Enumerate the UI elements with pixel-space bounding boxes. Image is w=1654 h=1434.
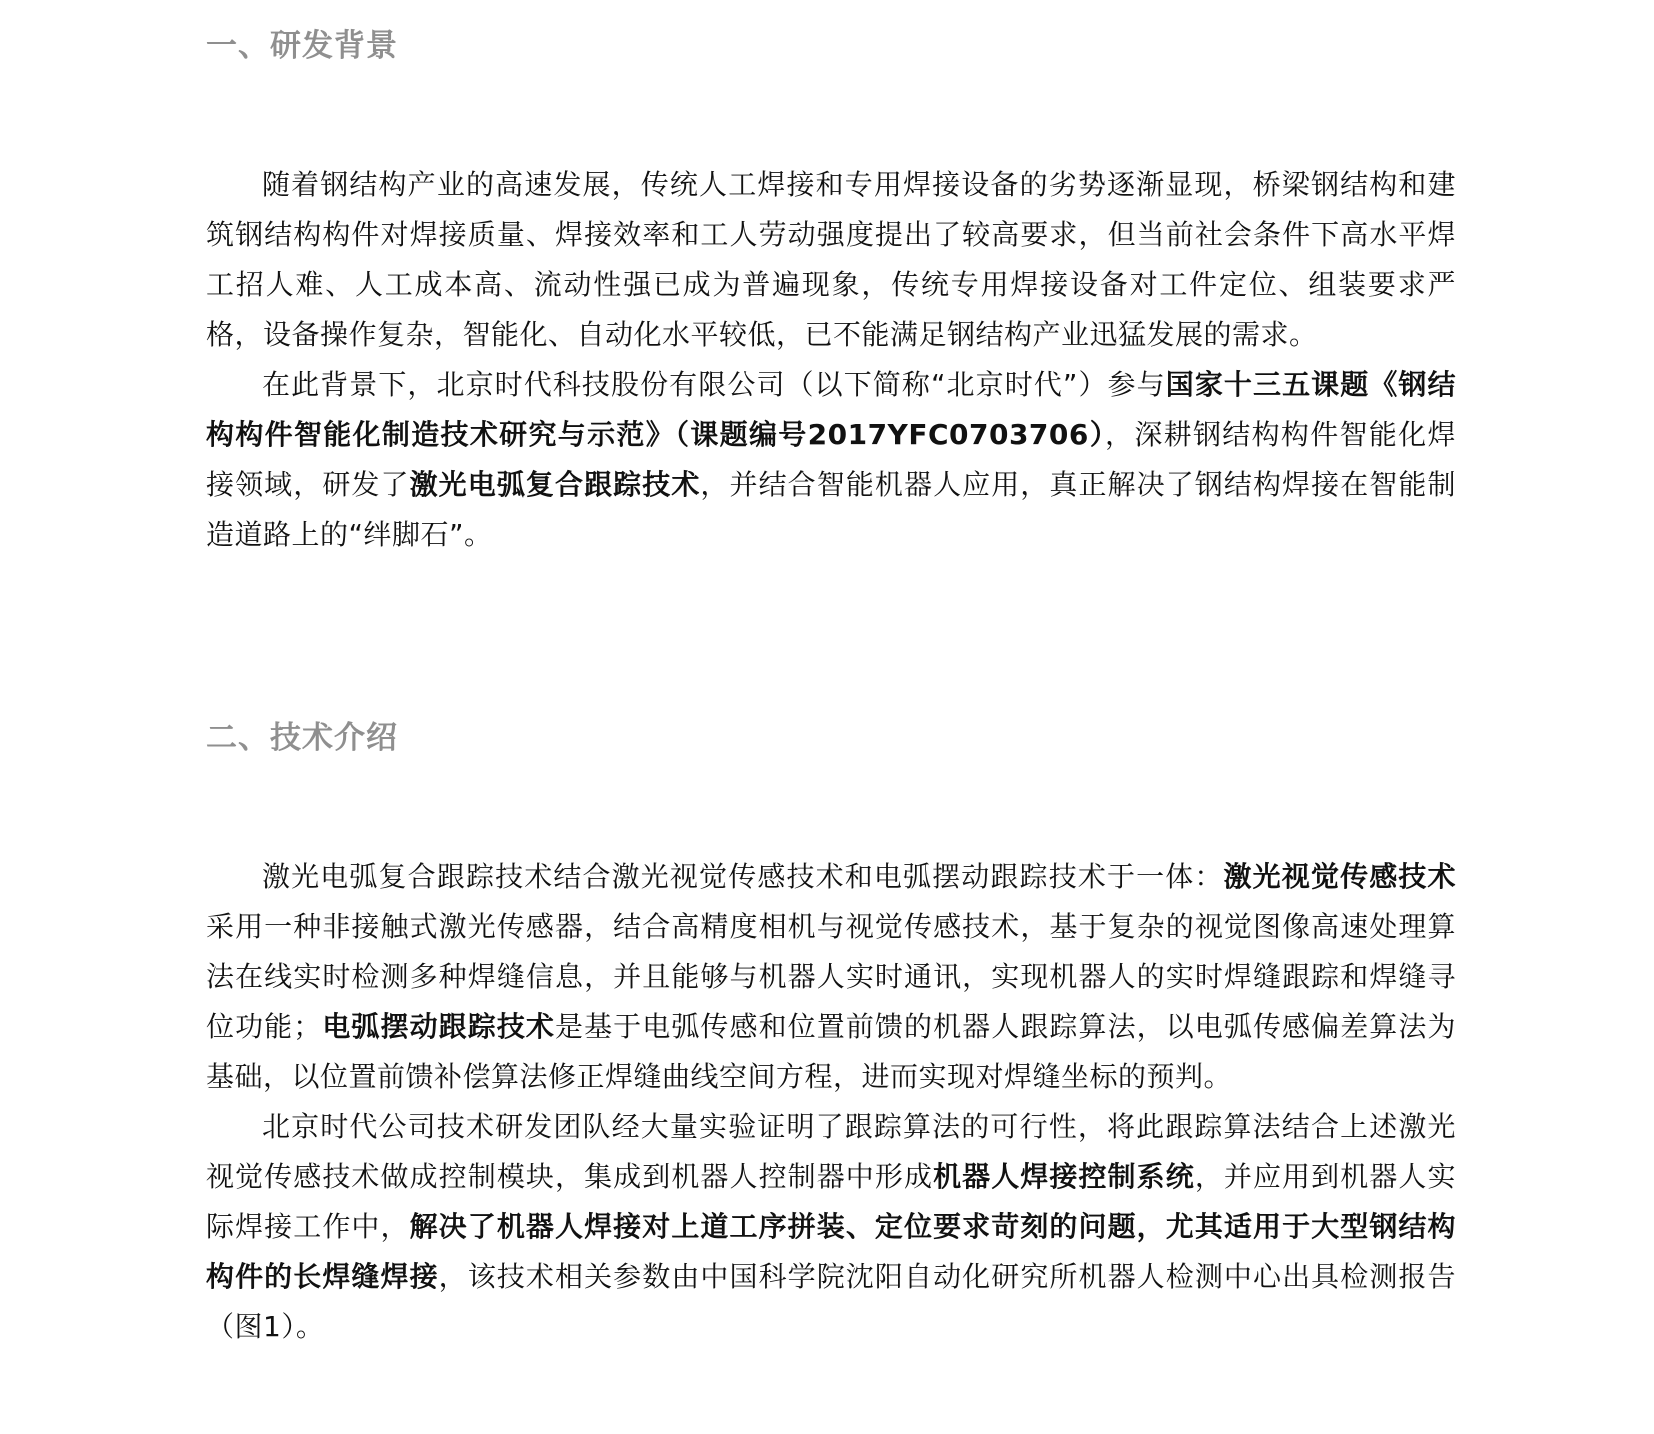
bold-arc-tracking: 电弧摆动跟踪技术: [321, 1010, 555, 1043]
bold-problem-solved: 解决了机器人焊接对上道工序拼装、定位要求苛刻的问题，尤其适用于大型钢结构构件的长焊缝焊接: [206, 1210, 1456, 1293]
section-background-body: [206, 160, 1456, 560]
bold-project-title: 国家十三五课题《钢结构构件智能化制造技术研究与示范》（课题编号2017YFC0703706）: [206, 368, 1456, 451]
text-run: 北京时代公司技术研发团队经大量实验证明了跟踪算法的可行性，将此跟踪算法结合上述激光视觉传感技术做成控制模块，集成到机器人控制器中形成: [206, 1110, 1456, 1193]
bold-control-system: 机器人焊接控制系统: [933, 1160, 1195, 1193]
bold-laser-vision: 激光视觉传感技术: [1223, 860, 1456, 893]
text-run: ，深耕钢结构构件智能化焊接领域，研发了: [206, 418, 1456, 501]
bold-technology-name: 激光电弧复合跟踪技术: [409, 468, 701, 501]
paragraph-technology-2: [206, 1102, 1456, 1352]
paragraph-background-2: [206, 360, 1456, 560]
text-run: ，该技术相关参数由中国科学院沈阳自动化研究所机器人检测中心出具检测报告（图1）。: [206, 1260, 1456, 1343]
text-run: ，并结合智能机器人应用，真正解决了钢结构焊接在智能制造道路上的“绊脚石”。: [206, 468, 1456, 551]
text-run: 采用一种非接触式激光传感器，结合高精度相机与视觉传感技术，基于复杂的视觉图像高速处理算法在线实时检测多种焊缝信息，并且能够与机器人实时通讯，实现机器人的实时焊缝跟踪和焊缝寻位功能；: [206, 910, 1456, 1043]
section-heading-technology: 二、技术介绍: [206, 720, 398, 756]
text-run: ，并应用到机器人实际焊接工作中，: [206, 1160, 1456, 1243]
section-technology-body: [206, 852, 1456, 1352]
text-run: 是基于电弧传感和位置前馈的机器人跟踪算法，以电弧传感偏差算法为基础，以位置前馈补偿算法修正焊缝曲线空间方程，进而实现对焊缝坐标的预判。: [206, 1010, 1456, 1093]
text-run: 在此背景下，北京时代科技股份有限公司（以下简称“北京时代”）参与: [262, 368, 1166, 401]
text-run: 激光电弧复合跟踪技术结合激光视觉传感技术和电弧摆动跟踪技术于一体：: [262, 860, 1224, 893]
paragraph-background-1: 随着钢结构产业的高速发展，传统人工焊接和专用焊接设备的劣势逐渐显现，桥梁钢结构和建筑钢结构构件对焊接质量、焊接效率和工人劳动强度提出了较高要求，但当前社会条件下高水平焊工招人难、人工成本高、流动性强已成为普遍现象，传统专用焊接设备对工件定位、组装要求严格，设备操作复杂，智能化、自动化水平较低，已不能满足钢结构产业迅猛发展的需求。: [206, 168, 1456, 351]
section-heading-background: 一、研发背景: [206, 28, 398, 64]
paragraph-technology-1: [206, 852, 1456, 1102]
